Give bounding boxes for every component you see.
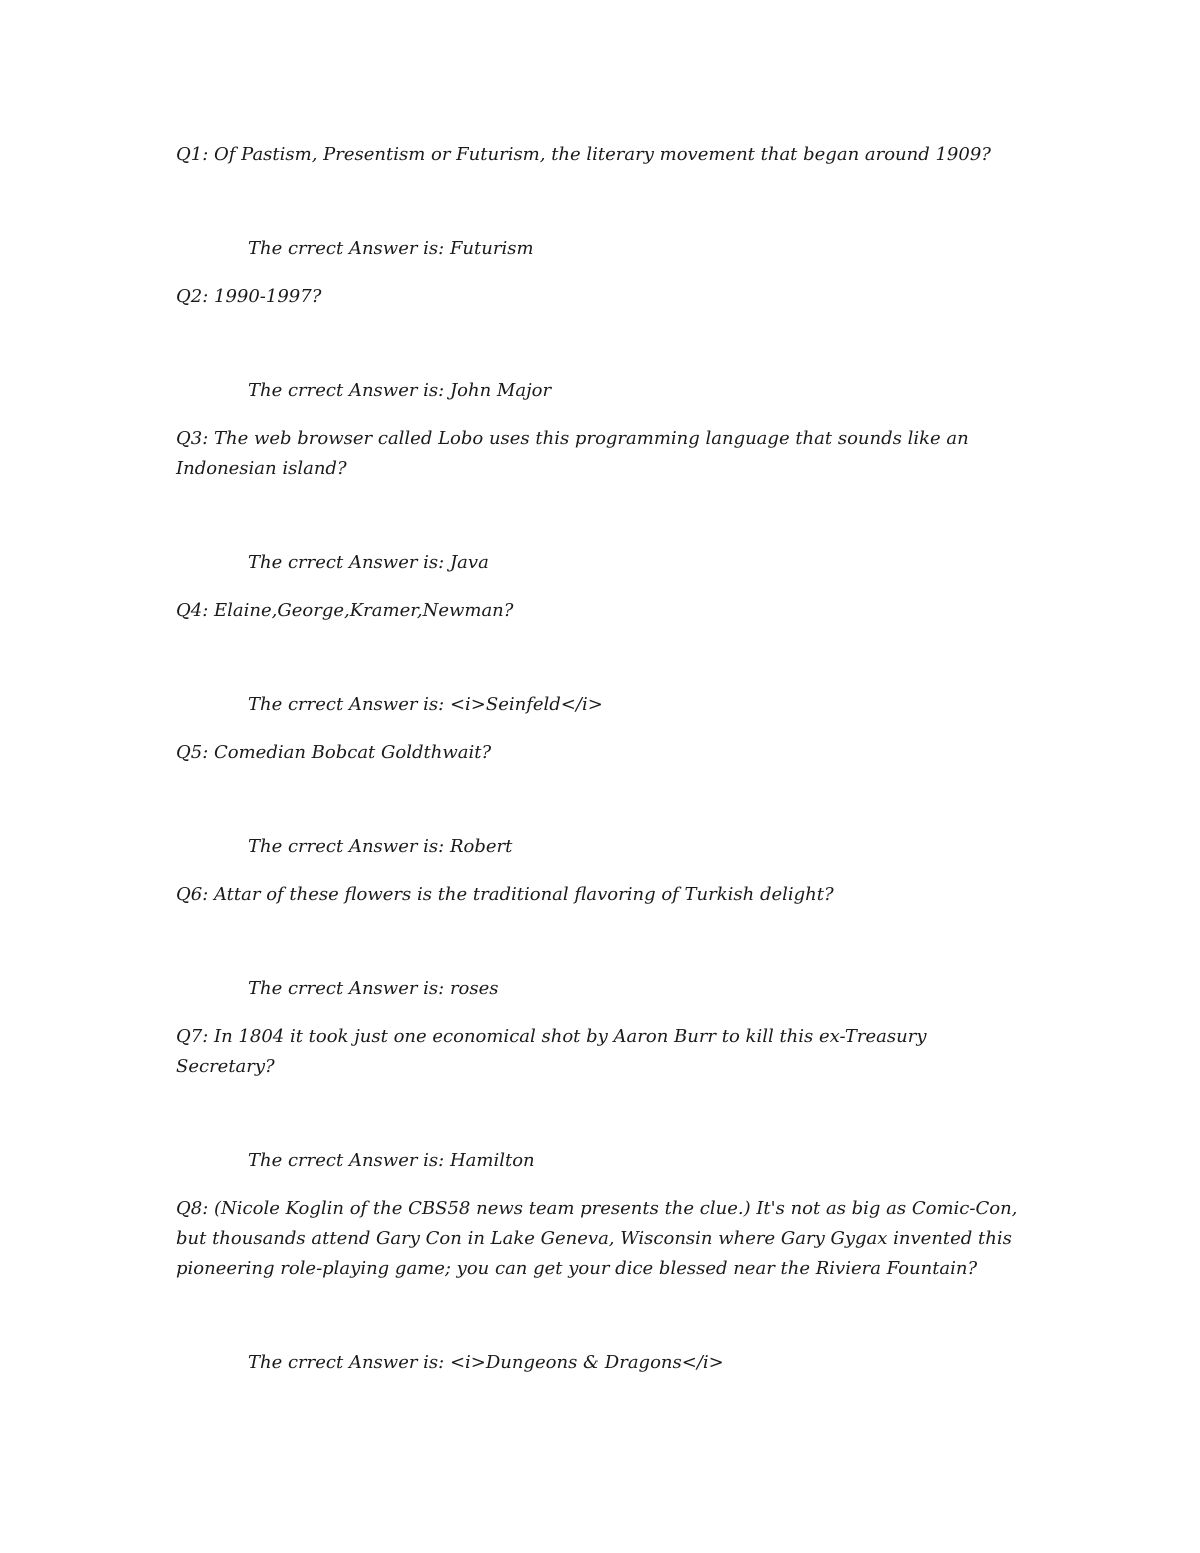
question-8: Q8: (Nicole Koglin of the CBS58 news team presents the clue.) It's not as big as Comic-Con, but thousands attend Gary Con in Lake Geneva, Wisconsin where Gary Gygax invented this pioneering role-playing game; you can get your dice blessed near the Riviera Fountain? [176, 1198, 1018, 1279]
question-2: Q2: 1990-1997? [176, 286, 322, 307]
question-4: Q4: Elaine,George,Kramer,Newman? [176, 600, 514, 621]
answer-6: The crrect Answer is: roses [248, 978, 499, 999]
question-1: Q1: Of Pastism, Presentism or Futurism, the literary movement that began around 1909? [176, 144, 991, 165]
answer-5: The crrect Answer is: Robert [248, 836, 513, 857]
answer-8: The crrect Answer is: <i>Dungeons & Dragons</i> [248, 1352, 724, 1373]
answer-3: The crrect Answer is: Java [248, 552, 489, 573]
question-6: Q6: Attar of these flowers is the traditional flavoring of Turkish delight? [176, 884, 834, 905]
question-5: Q5: Comedian Bobcat Goldthwait? [176, 742, 492, 763]
answer-7: The crrect Answer is: Hamilton [248, 1150, 535, 1171]
answer-4: The crrect Answer is: <i>Seinfeld</i> [248, 694, 603, 715]
question-3: Q3: The web browser called Lobo uses this programming language that sounds like an Indonesian island? [176, 428, 969, 479]
question-7: Q7: In 1804 it took just one economical shot by Aaron Burr to kill this ex-Treasury Secretary? [176, 1026, 927, 1077]
qa-list [176, 140, 1026, 1378]
answer-1: The crrect Answer is: Futurism [248, 238, 534, 259]
answer-2: The crrect Answer is: John Major [248, 380, 552, 401]
